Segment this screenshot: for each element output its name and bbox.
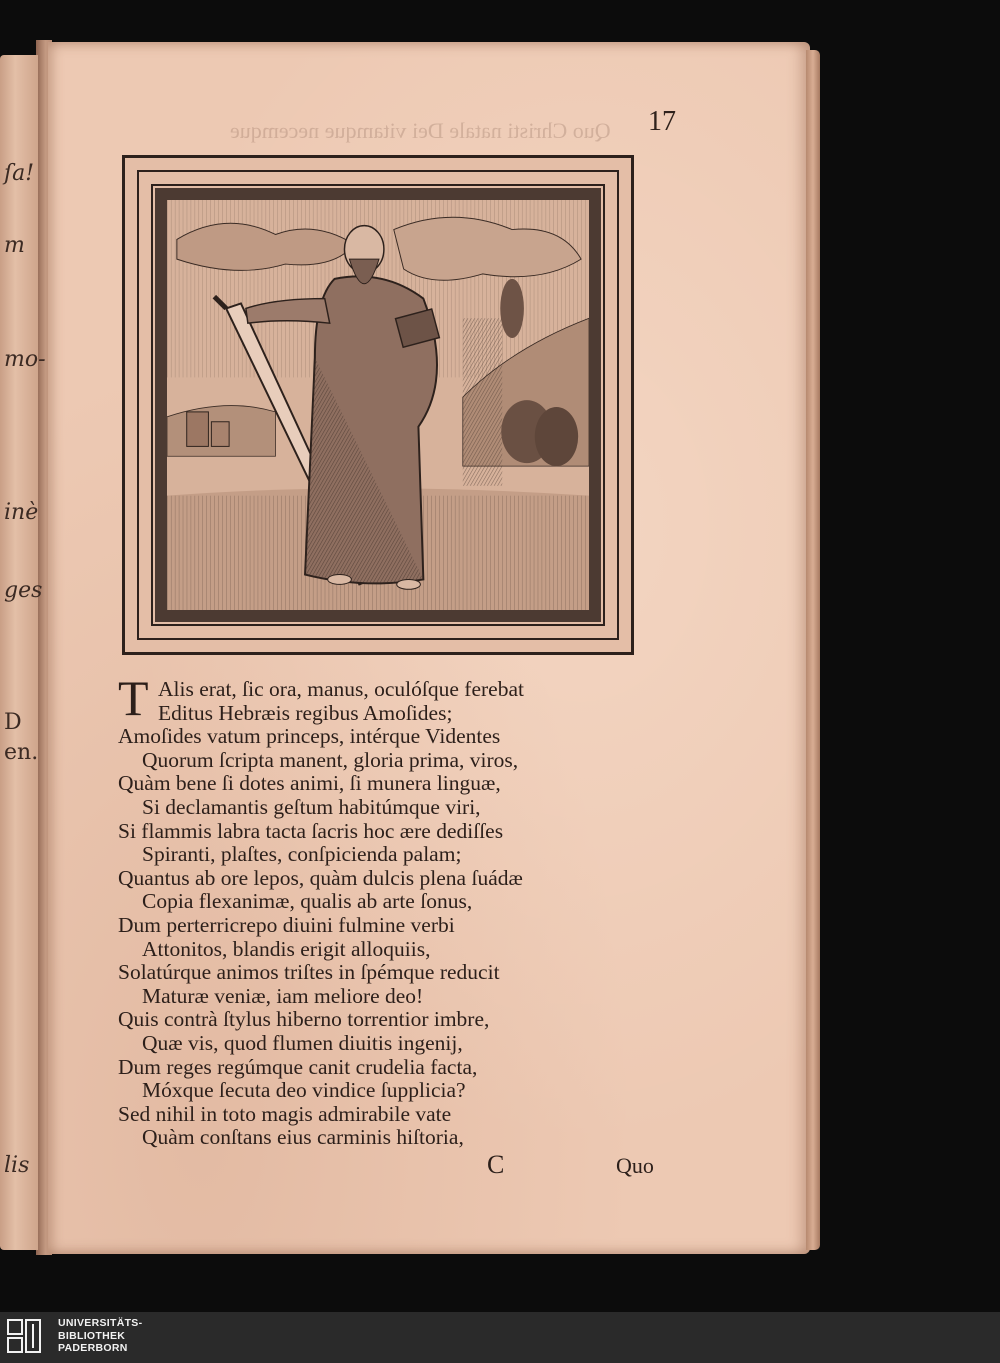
left-page-fragment: en. bbox=[4, 740, 39, 765]
poem-line: Dum reges regúmque canit crudelia facta, bbox=[118, 1054, 478, 1079]
library-name bbox=[58, 1317, 142, 1355]
left-page-fragment: inè bbox=[4, 500, 39, 525]
poem-line: Quàm conſtans eius carminis hiſtoria, bbox=[142, 1125, 464, 1150]
signature-mark: C bbox=[487, 1150, 505, 1179]
drop-capital: T bbox=[118, 670, 149, 726]
library-name-line: UNIVERSITÄTS- bbox=[58, 1317, 143, 1329]
poem-line: Spiranti, plaſtes, conſpicienda palam; bbox=[142, 842, 462, 867]
poem-line: Maturæ veniæ, iam meliore deo! bbox=[142, 983, 424, 1008]
left-page-fragment: m bbox=[4, 233, 25, 258]
poem-line: Quorum ſcripta manent, gloria prima, viros, bbox=[142, 747, 519, 772]
left-page bbox=[0, 55, 46, 1250]
poem-line: Móxque ſecuta deo vindice ſupplicia? bbox=[142, 1078, 466, 1103]
library-name-line: PADERBORN bbox=[58, 1342, 128, 1354]
catchword: Quo bbox=[616, 1153, 654, 1178]
left-page-fragment: D bbox=[4, 710, 22, 735]
poem-line: Sed nihil in toto magis admirabile vate bbox=[118, 1101, 452, 1126]
poem-line: Editus Hebræis regibus Amoſides; bbox=[158, 700, 453, 725]
library-name-line: BIBLIOTHEK bbox=[58, 1329, 126, 1342]
poem-line: Quantus ab ore lepos, quàm dulcis plena ſuádæ bbox=[118, 865, 523, 890]
left-page-fragment: lis bbox=[4, 1153, 30, 1178]
poem-line: Si declamantis geſtum habitúmque viri, bbox=[142, 794, 481, 819]
left-page-fragment: ſa! bbox=[4, 161, 35, 186]
poem-line: Quæ vis, quod flumen diuitis ingenij, bbox=[142, 1030, 463, 1055]
poem-line: Quis contrà ſtylus hiberno torrentior imbre, bbox=[118, 1007, 490, 1032]
poem-line: Dum perterricrepo diuini fulmine verbi bbox=[118, 912, 455, 937]
library-footer bbox=[0, 1312, 1000, 1363]
illustration-frame bbox=[122, 155, 634, 655]
poem-line: Attonitos, blandis erigit alloquiis, bbox=[142, 936, 431, 961]
page-number: 17 bbox=[648, 106, 676, 137]
poem-text bbox=[118, 670, 678, 1150]
engraving-prophet-with-saw-icon bbox=[167, 200, 589, 610]
poem-line: Si flammis labra tacta ſacris hoc ære dediſſes bbox=[118, 818, 504, 843]
ornamental-border bbox=[155, 188, 601, 622]
library-logo-icon bbox=[6, 1318, 50, 1358]
poem-line: Solatúrque animos triſtes in ſpémque reducit bbox=[118, 960, 500, 985]
poem-line: Quàm bene ſi dotes animi, ſi munera linguæ, bbox=[118, 771, 501, 796]
poem-line: Alis erat, ſic ora, manus, oculóſque ferebat bbox=[158, 677, 524, 701]
poem-line: Copia flexanimæ, qualis ab arte ſonus, bbox=[142, 889, 473, 914]
poem-line: Amoſides vatum princeps, intérque Videntes bbox=[118, 724, 501, 749]
left-page-fragment: ges bbox=[4, 578, 43, 603]
page-edge bbox=[806, 50, 820, 1250]
show-through-text: Quo Christi natale Dei vitamque necemque bbox=[230, 118, 611, 143]
left-page-fragment: mo- bbox=[4, 347, 46, 372]
